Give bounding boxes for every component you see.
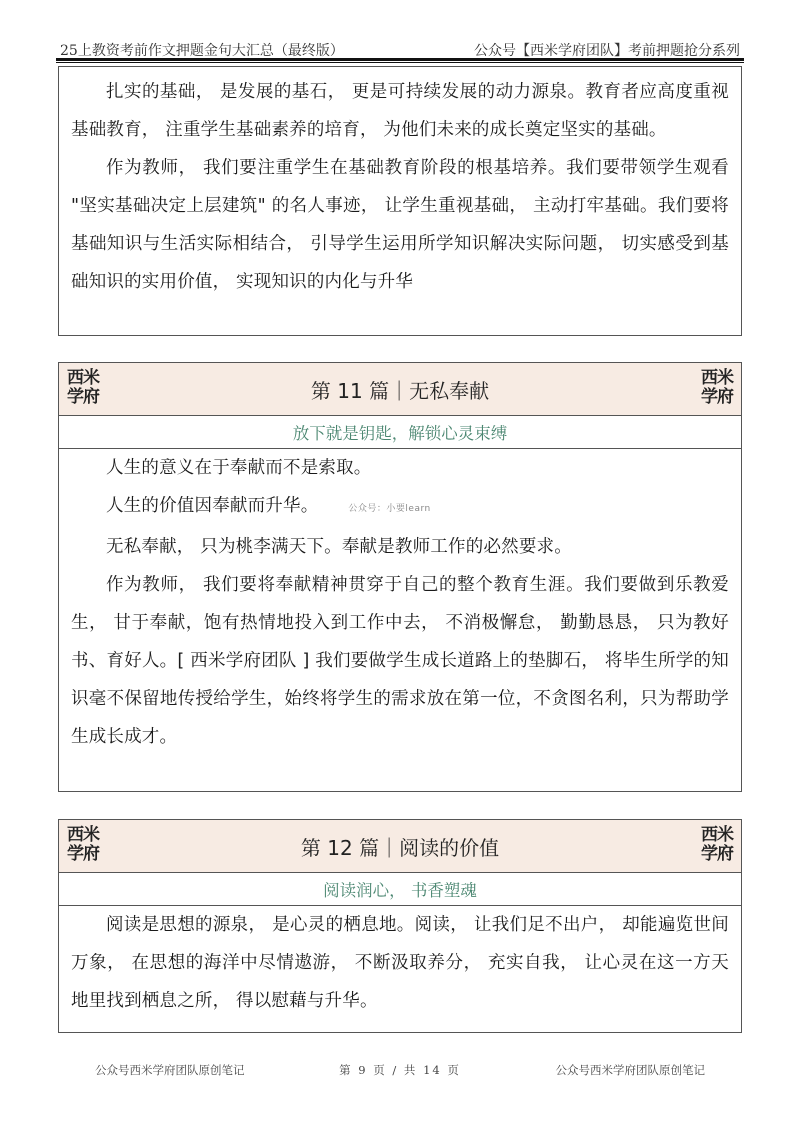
essay-section-11 [58, 362, 742, 792]
section-subtitle: 阅读润心， 书香塑魂 [59, 873, 741, 906]
section-title: 第 12 篇｜阅读的价值 [300, 835, 500, 860]
essay-section-12 [58, 819, 742, 1033]
paragraph: 扎实的基础， 是发展的基石， 更是可持续发展的动力源泉。教育者应高度重视基础教育， 注重学生基础素养的培育， 为他们未来的成长奠定坚实的基础。 [71, 82, 729, 140]
paragraph: 人生的意义在于奉献而不是索取。 [106, 458, 372, 478]
page-header [56, 38, 744, 60]
footer-right: 公众号西米学府团队原创笔记 [555, 1063, 705, 1077]
ximi-logo-icon: 西米 学府 [67, 825, 99, 864]
header-series: 公众号【西米学府团队】考前押题抢分系列 [474, 43, 740, 59]
page-footer [95, 1062, 705, 1078]
page-number: 第 9 页 / 共 14 页 [339, 1063, 461, 1077]
section-title-bar [59, 363, 741, 416]
watermark: 公众号：小要learn [348, 504, 431, 514]
section-title: 第 11 篇｜无私奉献 [310, 378, 490, 403]
paragraph: 阅读是思想的源泉， 是心灵的栖息地。阅读， 让我们足不出户， 却能遍览世间万象， 在思想的海洋中尽情遨游， 不断汲取养分， 充实自我， 让心灵在这一方天地里找到栖息之所， 得以慰藉与升华。 [71, 915, 729, 1011]
paragraph: 人生的价值因奉献而升华。 公众号：小要learn [106, 496, 431, 516]
header-double-rule [56, 58, 744, 63]
header-doc-title: 25上教资考前作文押题金句大汇总（最终版） [60, 43, 344, 59]
ximi-logo-icon: 西米 学府 [701, 368, 733, 407]
ximi-logo-icon: 西米 学府 [67, 368, 99, 407]
paragraph: 作为教师， 我们要将奉献精神贯穿于自己的整个教育生涯。我们要做到乐教爱生， 甘于奉献，饱有热情地投入到工作中去， 不消极懈怠， 勤勤恳恳， 只为教好书、育好人。[ 西米学府团队 ] 我们要做学生成长道路上的垫脚石， 将毕生所学的知识毫不保留地传授给学生，始终将学生的需求放在第一位，不贪图名利，只为帮助学生成长成才。 [71, 575, 729, 747]
ximi-logo-icon: 西米 学府 [701, 825, 733, 864]
section-title-bar [59, 820, 741, 873]
section-subtitle: 放下就是钥匙，解锁心灵束缚 [59, 416, 741, 449]
footer-left: 公众号西米学府团队原创笔记 [95, 1063, 245, 1077]
paragraph: 作为教师， 我们要注重学生在基础教育阶段的根基培养。我们要带领学生观看 "坚实基础决定上层建筑" 的名人事迹， 让学生重视基础， 主动打牢基础。我们要将基础知识与生活实际相结合， 引导学生运用所学知识解决实际问题， 切实感受到基础知识的实用价值， 实现知识的内化与升华 [71, 158, 729, 292]
essay-continuation-box [58, 66, 742, 336]
paragraph: 无私奉献， 只为桃李满天下。奉献是教师工作的必然要求。 [106, 537, 572, 557]
